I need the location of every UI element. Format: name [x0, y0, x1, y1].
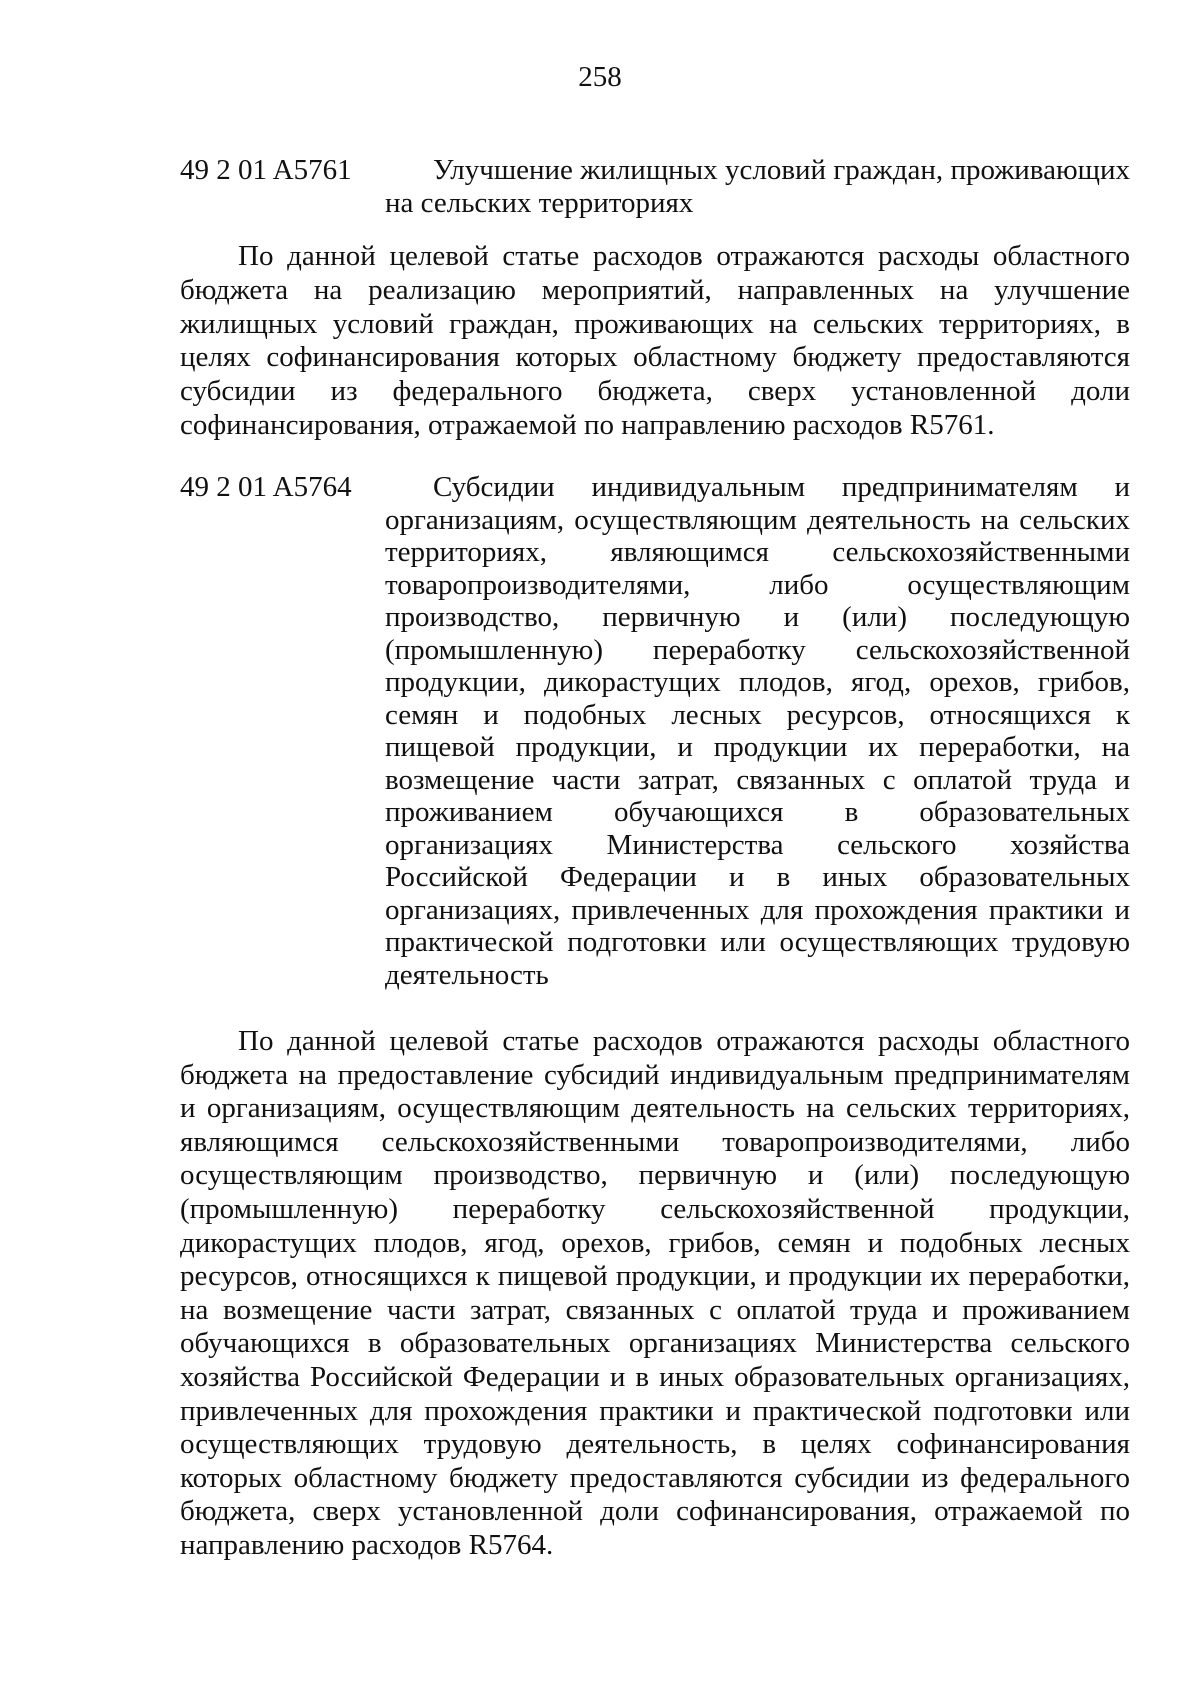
- budget-code: 49 2 01 A5761: [180, 154, 352, 186]
- budget-entry: [180, 154, 1130, 219]
- description-paragraph: По данной целевой статье расходов отражаются расходы областного бюджета на реализацию мероприятий, направленных на улучшение жилищных условий граждан, проживающих на сельских территориях, в целях софинансирования которых областному бюджету предоставляются субсидии из федерального бюджета, сверх установленной доли софинансирования, отражаемой по направлению расходов R5761.: [180, 240, 1130, 441]
- budget-code: 49 2 01 A5764: [180, 471, 352, 503]
- budget-entry-title: Субсидии индивидуальным предпринимателям и организациям, осуществляющим деятельность на сельских территориях, являющимся сельскохозяйственными товаропроизводителями, либо осуществляющим производство, первичную и (или) последующую (промышленную) переработку сельскохозяйственной продукции, дикорастущих плодов, ягод, орехов, грибов, семян и подобных лесных ресурсов, относящихся к пищевой продукции, и продукции их переработки, на возмещение части затрат, связанных с оплатой труда и проживанием обучающихся в образовательных организациях Министерства сельского хозяйства Российской Федерации и в иных образовательных организациях, привлеченных для прохождения практики и практической подготовки или осуществляющих трудовую деятельность: [385, 471, 1130, 991]
- page-number: 258: [578, 61, 622, 93]
- budget-entry-title: Улучшение жилищных условий граждан, проживающих на сельских территориях: [385, 154, 1130, 219]
- description-paragraph: По данной целевой статье расходов отражаются расходы областного бюджета на предоставление субсидий индивидуальным предпринимателям и организациям, осуществляющим деятельность на сельских территориях, являющимся сельскохозяйственными товаропроизводителями, либо осуществляющим производство, первичную и (или) последующую (промышленную) переработку сельскохозяйственной продукции, дикорастущих плодов, ягод, орехов, грибов, семян и подобных лесных ресурсов, относящихся к пищевой продукции, и продукции их переработки, на возмещение части затрат, связанных с оплатой труда и проживанием обучающихся в образовательных организациях Министерства сельского хозяйства Российской Федерации и в иных образовательных организациях, привлеченных для прохождения практики и практической подготовки или осуществляющих трудовую деятельность, в целях софинансирования которых областному бюджету предоставляются субсидии из федерального бюджета, сверх установленной доли софинансирования, отражаемой по направлению расходов R5764.: [180, 1025, 1130, 1561]
- budget-entry: [180, 471, 1130, 991]
